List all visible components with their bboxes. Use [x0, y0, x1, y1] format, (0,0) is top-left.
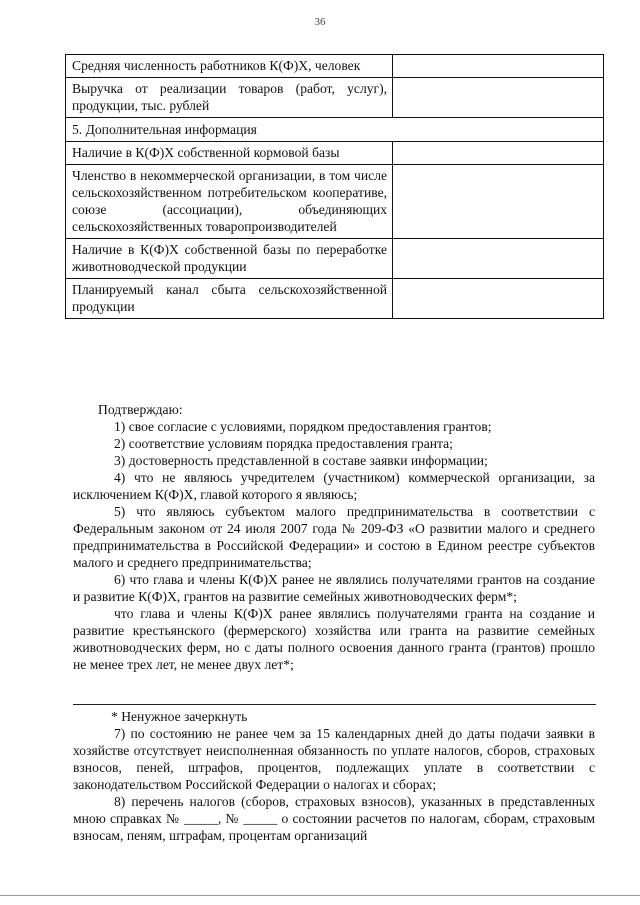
- row-label-processing-base: Наличие в К(Ф)Х собственной базы по переработке животноводческой продукции: [66, 239, 393, 279]
- confirm-item-1: 1) свое согласие с условиями, порядком предоставления грантов;: [114, 419, 492, 434]
- row-value-processing-base: [393, 239, 604, 279]
- footnote-text: * Ненужное зачеркнуть: [111, 709, 248, 724]
- confirm-item-4: 4) что не являюсь учредителем (участником) коммерческой организации, за исключением К(Ф)Х, главой которого я являюсь;: [73, 470, 595, 502]
- table-row-revenue: [66, 78, 604, 118]
- footnote-separator: [73, 704, 596, 705]
- table-row-processing-base: [66, 239, 604, 279]
- table-row-sales-channel: [66, 279, 604, 319]
- confirm-item-2: 2) соответствие условиям порядка предоставления гранта;: [114, 436, 453, 451]
- confirm-item-7: 7) по состоянию не ранее чем за 15 календарных дней до даты подачи заявки в хозяйстве отсутствует неисполненная обязанность по уплате налогов, сборов, страховых взносов, пеней, штрафов, процентов, подлежащих уплате в соответствии с законодательством Российской Федерации о налогах и сборах;: [73, 726, 595, 792]
- row-label-avg-employees: Средняя численность работников К(Ф)Х, человек: [66, 55, 393, 78]
- confirm-item-8: 8) перечень налогов (сборов, страховых взносов), указанных в представленных мною справках № _____, № _____ о состоянии расчетов по налогам, сборам, страховым взносам, пеням, штрафам, процентам организаций: [73, 794, 595, 843]
- row-value-feed-base: [393, 142, 604, 165]
- confirm-item-6: 6) что глава и члены К(Ф)Х ранее не являлись получателями грантов на создание и развитие К(Ф)Х, грантов на развитие семейных животноводческих ферм*;: [73, 572, 595, 604]
- confirm-item-5: 5) что являюсь субъектом малого предпринимательства в соответствии с Федеральным законом от 24 июля 2007 года № 209-ФЗ «О развитии малого и среднего предпринимательства в Российской Федерации» и состою в Едином реестре субъектов малого и среднего предпринимательства;: [73, 504, 595, 570]
- table-row-feed-base: [66, 142, 604, 165]
- row-label-sales-channel: Планируемый канал сбыта сельскохозяйственной продукции: [66, 279, 393, 319]
- confirmation-section: [73, 401, 595, 673]
- row-label-membership: Членство в некоммерческой организации, в том числе сельскохозяйственном потребительском кооперативе, союзе (ассоциации), объединяющих сельскохозяйственных товаропроизводителей: [66, 165, 393, 239]
- application-form-table: [65, 54, 604, 319]
- row-label-revenue: Выручка от реализации товаров (работ, услуг), продукции, тыс. рублей: [66, 78, 393, 118]
- table-section-additional-info: [66, 118, 604, 142]
- confirm-item-3: 3) достоверность представленной в составе заявки информации;: [114, 453, 488, 468]
- continued-section: [73, 708, 595, 844]
- page-bottom-edge: [0, 895, 640, 896]
- row-value-revenue: [393, 78, 604, 118]
- row-value-sales-channel: [393, 279, 604, 319]
- row-label-feed-base: Наличие в К(Ф)Х собственной кормовой базы: [66, 142, 393, 165]
- table-row-avg-employees: [66, 55, 604, 78]
- confirm-item-6-alt: что глава и члены К(Ф)Х ранее являлись получателями гранта на создание и развитие крестьянского (фермерского) хозяйства или гранта на развитие семейных животноводческих ферм, но с даты полного освоения данного гранта (грантов) прошло не менее трех лет, не менее двух лет*;: [73, 606, 595, 672]
- table-row-membership: [66, 165, 604, 239]
- confirm-heading: Подтверждаю:: [98, 402, 183, 417]
- section-title-additional-info: 5. Дополнительная информация: [66, 118, 604, 142]
- row-value-avg-employees: [393, 55, 604, 78]
- page-number: 36: [314, 16, 326, 28]
- row-value-membership: [393, 165, 604, 239]
